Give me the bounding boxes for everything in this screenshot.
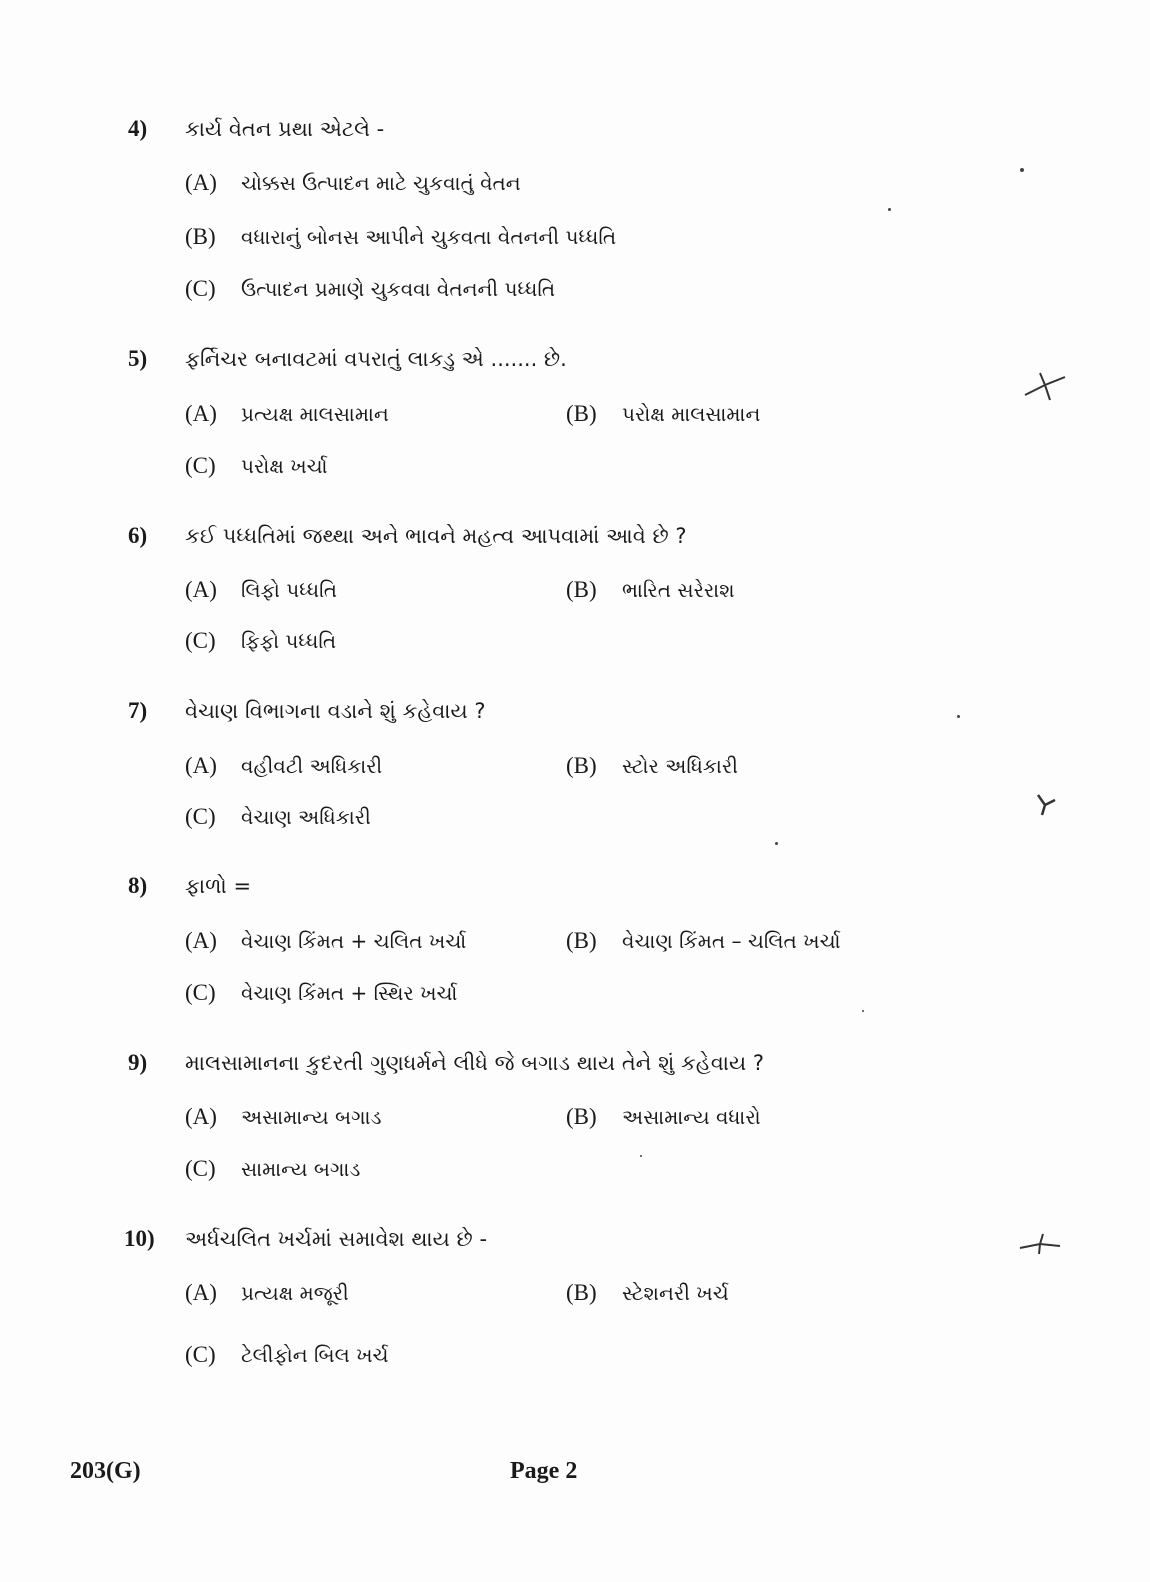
option-10b	[566, 1278, 729, 1309]
option-label: (B)	[185, 224, 216, 249]
option-text: અસામાન્ય બગાડ	[241, 1105, 382, 1129]
question-text: ફાળો =	[185, 874, 252, 898]
scan-speck	[640, 1155, 642, 1157]
option-text: સ્ટેશનરી ખર્ચ	[622, 1281, 729, 1305]
question-number: 8)	[128, 873, 148, 898]
option-text: ઉત્પાદન પ્રમાણે ચુકવવા વેતનની પધ્ધતિ	[241, 277, 556, 301]
option-label: (A)	[185, 1104, 217, 1129]
option-8a	[185, 926, 466, 957]
question-text: વેચાણ વિભાગના વડાને શું કહેવાય ?	[185, 699, 486, 723]
option-label: (B)	[566, 401, 597, 426]
option-7a	[185, 751, 382, 782]
option-6b	[566, 575, 735, 606]
option-9b	[566, 1102, 761, 1133]
option-text: વધારાનું બોનસ આપીને ચુકવતા વેતનની પધ્ધતિ	[241, 225, 617, 249]
option-text: પરોક્ષ માલસામાન	[622, 402, 761, 426]
question-number: 10)	[124, 1226, 155, 1251]
option-5b	[566, 399, 760, 430]
option-text: ભારિત સરેરાશ	[622, 578, 735, 602]
option-7c	[185, 802, 371, 833]
option-8b	[566, 926, 841, 957]
question-text: માલસામાનના કુદરતી ગુણધર્મને લીધે જે બગાડ થાય તેને શું કહેવાય ?	[185, 1051, 764, 1075]
scan-mark	[1015, 1230, 1065, 1260]
option-10a	[185, 1278, 349, 1309]
option-label: (C)	[185, 804, 216, 829]
option-4b	[185, 222, 616, 253]
question-number: 9)	[128, 1050, 148, 1075]
option-label: (B)	[566, 1104, 597, 1129]
question-number: 6)	[128, 523, 148, 548]
option-label: (B)	[566, 577, 597, 602]
question-text: કઈ પધ્ધતિમાં જથ્થા અને ભાવને મહત્વ આપવામાં આવે છે ?	[185, 524, 687, 548]
option-6c	[185, 626, 336, 657]
question-number: 4)	[128, 116, 148, 141]
option-text: વેચાણ કિંમત + સ્થિર ખર્ચા	[241, 981, 458, 1005]
option-5a	[185, 399, 389, 430]
option-label: (C)	[185, 276, 216, 301]
option-4c	[185, 274, 555, 305]
option-text: પ્રત્યક્ષ માલસામાન	[241, 402, 389, 426]
option-8c	[185, 978, 457, 1009]
option-9a	[185, 1102, 382, 1133]
scan-mark	[1030, 790, 1060, 820]
option-text: લિફો પધ્ધતિ	[241, 578, 337, 602]
option-label: (A)	[185, 753, 217, 778]
scan-speck	[888, 208, 891, 211]
option-label: (A)	[185, 928, 217, 953]
option-label: (C)	[185, 1342, 216, 1367]
option-label: (B)	[566, 753, 597, 778]
option-9c	[185, 1154, 360, 1185]
question-text: અર્ધચલિત ખર્ચમાં સમાવેશ થાય છે -	[185, 1227, 488, 1251]
option-text: વેચાણ અધિકારી	[241, 805, 371, 829]
option-6a	[185, 575, 337, 606]
option-label: (A)	[185, 170, 217, 195]
question-number: 7)	[128, 698, 148, 723]
option-text: અસામાન્ય વધારો	[622, 1105, 761, 1129]
option-10c	[185, 1340, 389, 1371]
option-text: સામાન્ય બગાડ	[241, 1157, 361, 1181]
option-label: (A)	[185, 577, 217, 602]
scan-speck	[775, 842, 778, 845]
scan-mark	[1020, 365, 1070, 405]
page-number: Page 2	[510, 1458, 578, 1484]
option-7b	[566, 751, 738, 782]
option-label: (B)	[566, 928, 597, 953]
option-text: ટેલીફોન બિલ ખર્ચ	[241, 1343, 389, 1367]
option-text: વેચાણ કિંમત + ચલિત ખર્ચા	[241, 929, 467, 953]
option-label: (C)	[185, 628, 216, 653]
question-text: ફર્નિચર બનાવટમાં વપરાતું લાકડુ એ ....... છે.	[185, 347, 567, 371]
option-text: ચોક્કસ ઉત્પાદન માટે ચુકવાતું વેતન	[241, 171, 521, 195]
option-text: સ્ટોર અધિકારી	[622, 754, 738, 778]
option-text: વેચાણ કિંમત – ચલિત ખર્ચા	[622, 929, 841, 953]
option-label: (C)	[185, 1156, 216, 1181]
option-label: (A)	[185, 401, 217, 426]
paper-code: 203(G)	[70, 1458, 141, 1484]
question-number: 5)	[128, 346, 148, 371]
option-4a	[185, 168, 521, 199]
option-5c	[185, 451, 328, 482]
scan-speck	[1020, 168, 1024, 172]
option-text: પ્રત્યક્ષ મજૂરી	[241, 1281, 349, 1305]
option-label: (B)	[566, 1280, 597, 1305]
scan-speck	[957, 715, 960, 718]
scan-speck	[862, 1010, 864, 1012]
option-text: ફિફો પધ્ધતિ	[241, 629, 337, 653]
option-label: (C)	[185, 453, 216, 478]
option-text: વહીવટી અધિકારી	[241, 754, 383, 778]
option-text: પરોક્ષ ખર્ચા	[241, 454, 328, 478]
option-label: (A)	[185, 1280, 217, 1305]
option-label: (C)	[185, 980, 216, 1005]
question-text: કાર્ય વેતન પ્રથા એટલે -	[185, 117, 385, 141]
